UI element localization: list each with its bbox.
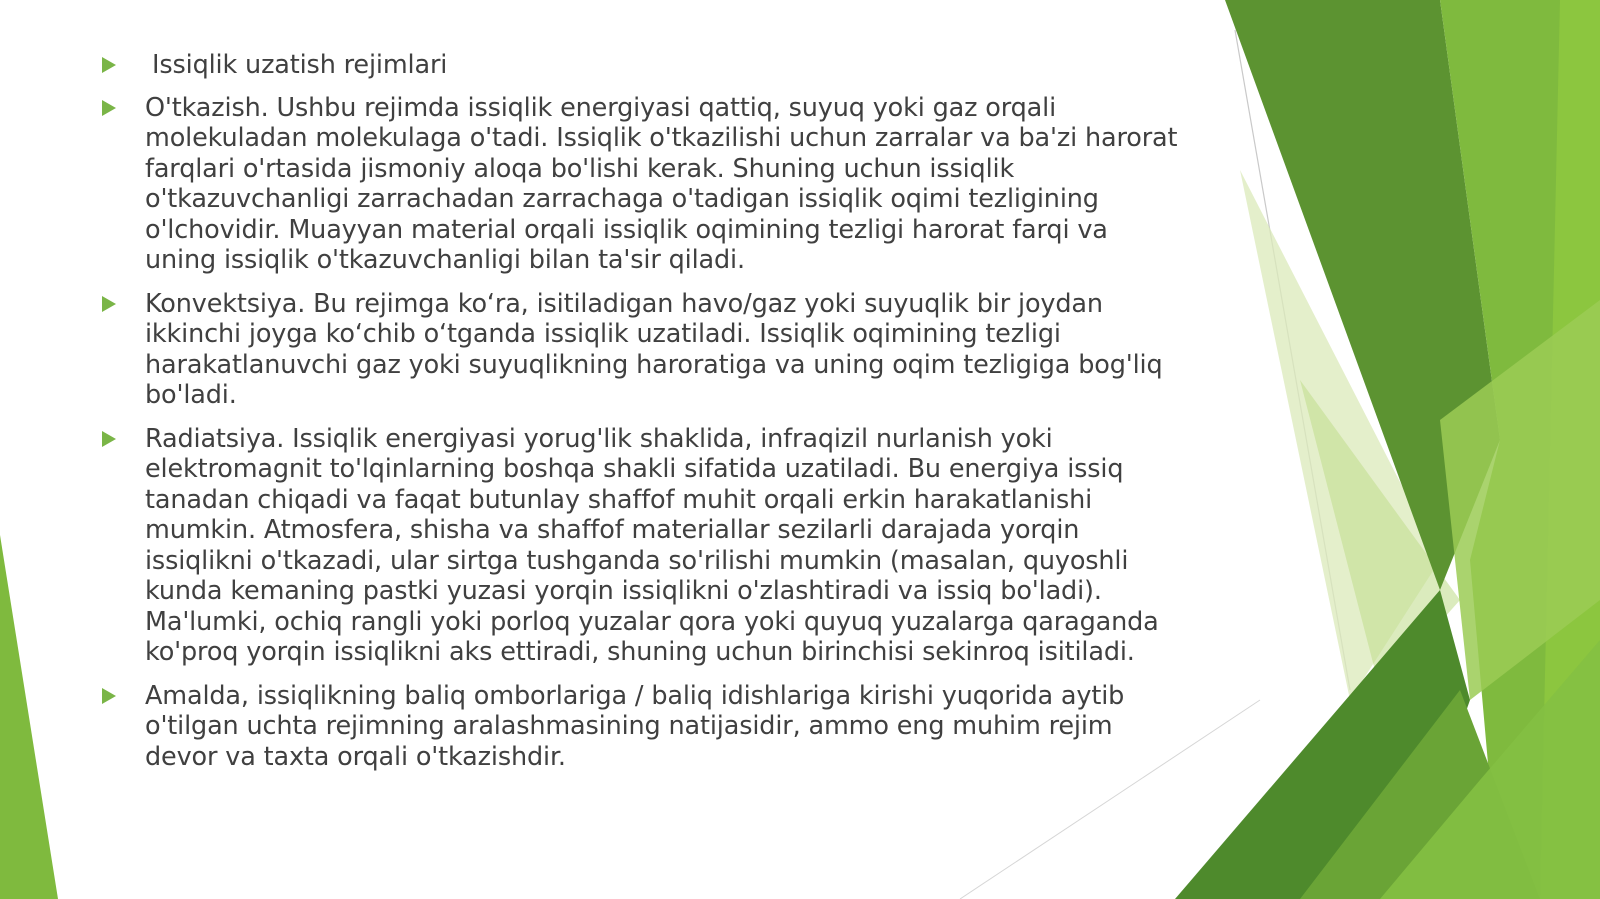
left-green-sliver: [0, 535, 58, 899]
bullet-text: O'tkazish. Ushbu rejimda issiqlik energiyasi qattiq, suyuq yoki gaz orqali molekuladan molekulaga o'tadi. Issiqlik o'tkazilishi uchun zarralar va ba'zi harorat farqlari o'rtasida jismoniy aloqa bo'lishi kerak. Shuning uchun issiqlik o'tkazuvchanligi zarrachadan zarrachaga o'tadigan issiqlik oqimi tezligining o'lchovidir. Muayyan material orqali issiqlik oqimining tezligi harorat farqi va uning issiqlik o'tkazuvchanligi bilan ta'sir qiladi.: [145, 92, 1178, 275]
bullet-item-practice: [100, 681, 1185, 773]
bullet-text: Konvektsiya. Bu rejimga ko‘ra, isitiladigan havo/gaz yoki suyuqlik bir joydan ikkinchi joyga ko‘chib o‘tganda issiqlik uzatiladi. Issiqlik oqimining tezligi harakatlanuvchi gaz yoki suyuqlikning haroratiga va uning oqim tezligiga bog'liq bo'ladi.: [145, 288, 1163, 410]
bullet-text: Radiatsiya. Issiqlik energiyasi yorug'lik shaklida, infraqizil nurlanish yoki elektromagnit to'lqinlarning boshqa shakli sifatida uzatiladi. Bu energiya issiq tanadan chiqadi va faqat butunlay shaffof muhit orqali erkin harakatlanishi mumkin. Atmosfera, shisha va shaffof materiallar sezilarli darajada yorqin issiqlikni o'tkazadi, ular sirtga tushganda so'rilishi mumkin (masalan, quyoshli kunda kemaning pastki yuzasi yorqin issiqlikni o'zlashtiradi va issiq bo'ladi). Ma'lumki, ochiq rangli yoki porloq yuzalar qora yoki quyuq yuzalarga qaraganda ko'proq yorqin issiqlikni aks ettiradi, shuning uchun birinchisi sekinroq isitiladi.: [145, 423, 1159, 667]
triangle-bullet-icon: [102, 100, 116, 116]
bullet-list: [100, 50, 1185, 785]
bullet-item-convection: [100, 289, 1185, 411]
bullet-text: Amalda, issiqlikning baliq omborlariga / baliq idishlariga kirishi yuqorida aytib o'tilgan uchta rejimning aralashmasining natijasidir, ammo eng muhim rejim devor va taxta orqali o'tkazishdir.: [145, 680, 1125, 772]
bullet-text: Issiqlik uzatish rejimlari: [152, 50, 448, 80]
triangle-bullet-icon: [102, 688, 116, 704]
triangle-bullet-icon: [102, 57, 116, 73]
bullet-item-title: [100, 50, 1185, 81]
bullet-item-radiation: [100, 424, 1185, 668]
triangle-bullet-icon: [102, 431, 116, 447]
triangle-bullet-icon: [102, 296, 116, 312]
bullet-item-conduction: [100, 93, 1185, 276]
